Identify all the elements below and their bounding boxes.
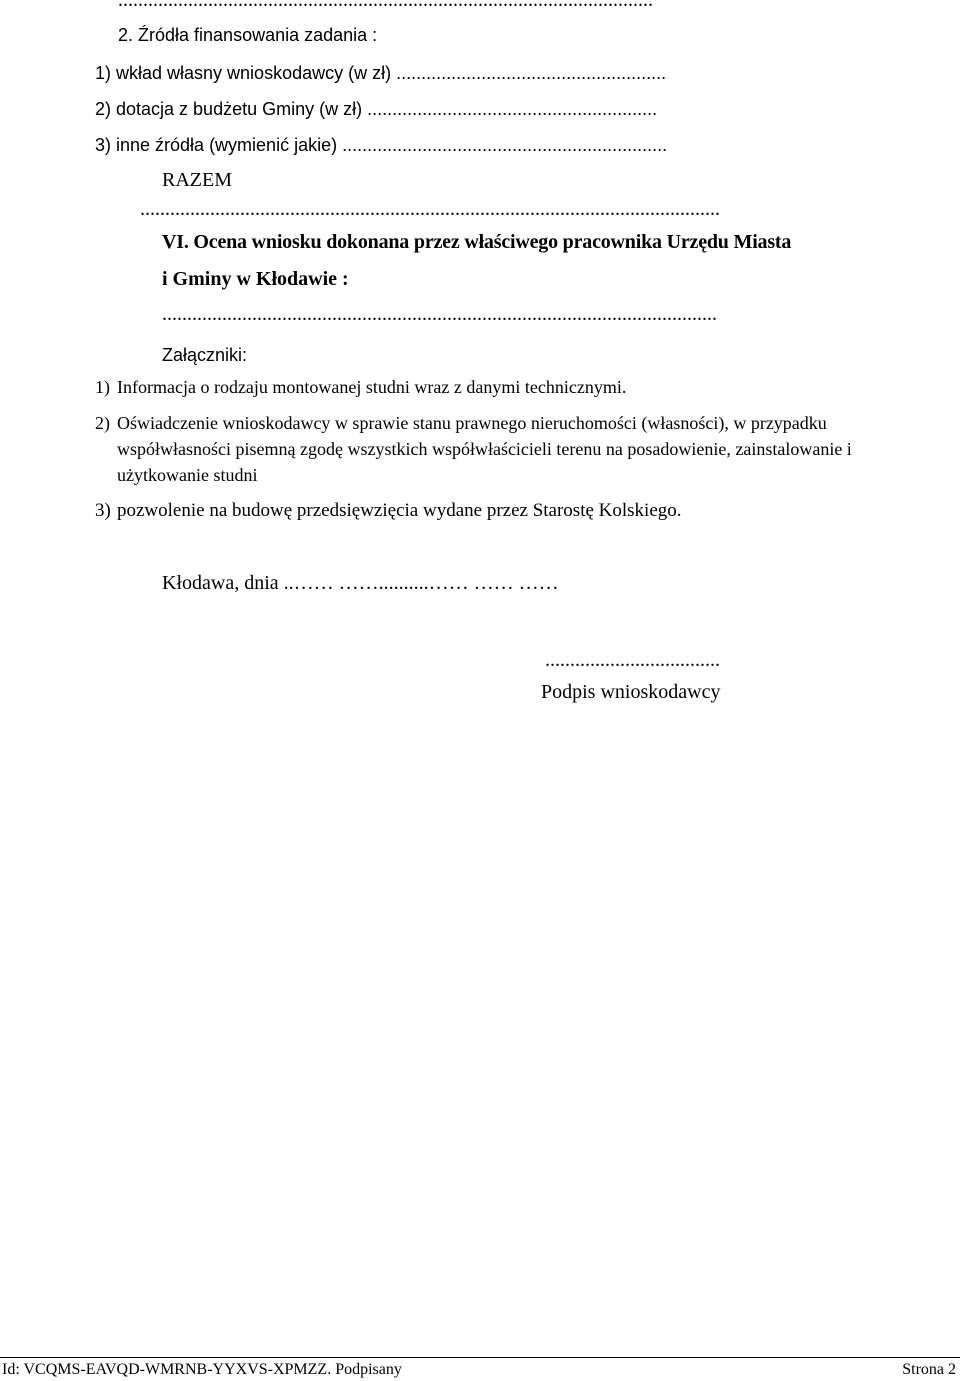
attachment-text: Informacja o rodzaju montowanej studni wraz z danymi technicznymi. — [117, 377, 627, 397]
page-number: Strona 2 — [902, 1361, 956, 1378]
funding-source-own: 1) wkład własny wnioskodawcy (w zł) ...................................................... — [95, 63, 667, 83]
funding-source-grant: 2) dotacja z budżetu Gminy (w zł) .......................................................... — [95, 99, 658, 119]
funding-source-other: 3) inne źródła (wymienić jakie) ................................................................. — [95, 135, 668, 155]
top-dots-line: ........................................................................................................... — [118, 0, 653, 11]
attachment-text: Oświadczenie wnioskodawcy w sprawie stanu prawnego nieruchomości (własności), w przypadku współwłasności pisemną zgodę wszystkich współwłaścicieli terenu na posadowienie, zainstalowanie i użytkowanie studni — [117, 413, 852, 485]
signature-dots: ................................... — [545, 649, 720, 671]
evaluation-dots: ............................................................................................................... — [162, 303, 717, 325]
attachment-number: 3) — [95, 500, 111, 521]
total-label: RAZEM — [162, 169, 232, 191]
attachments-heading: Załączniki: — [162, 345, 248, 365]
document-id: Id: VCQMS-EAVQD-WMRNB-YYXVS-XPMZZ. Podpisany — [2, 1361, 402, 1378]
total-dots: .................................................................................................................... — [140, 198, 720, 220]
attachment-number: 2) — [95, 413, 110, 433]
attachment-item — [95, 410, 905, 488]
attachment-number: 1) — [95, 377, 110, 397]
section-6-title-line-1: VI. Ocena wniosku dokonana przez właściwego pracownika Urzędu Miasta — [162, 231, 792, 253]
section-2-title: 2. Źródła finansowania zadania : — [118, 25, 378, 45]
attachment-item — [95, 374, 905, 400]
attachment-text: pozwolenie na budowę przedsięwzięcia wydane przez Starostę Kolskiego. — [117, 500, 682, 521]
attachment-item — [95, 498, 905, 524]
signature-label: Podpis wnioskodawcy — [541, 681, 721, 703]
place-date-line: Kłodawa, dnia ..…… ……..........…… …… …… — [162, 572, 559, 594]
section-6-title-line-2: i Gminy w Kłodawie : — [162, 268, 349, 290]
page-footer — [0, 1357, 960, 1380]
